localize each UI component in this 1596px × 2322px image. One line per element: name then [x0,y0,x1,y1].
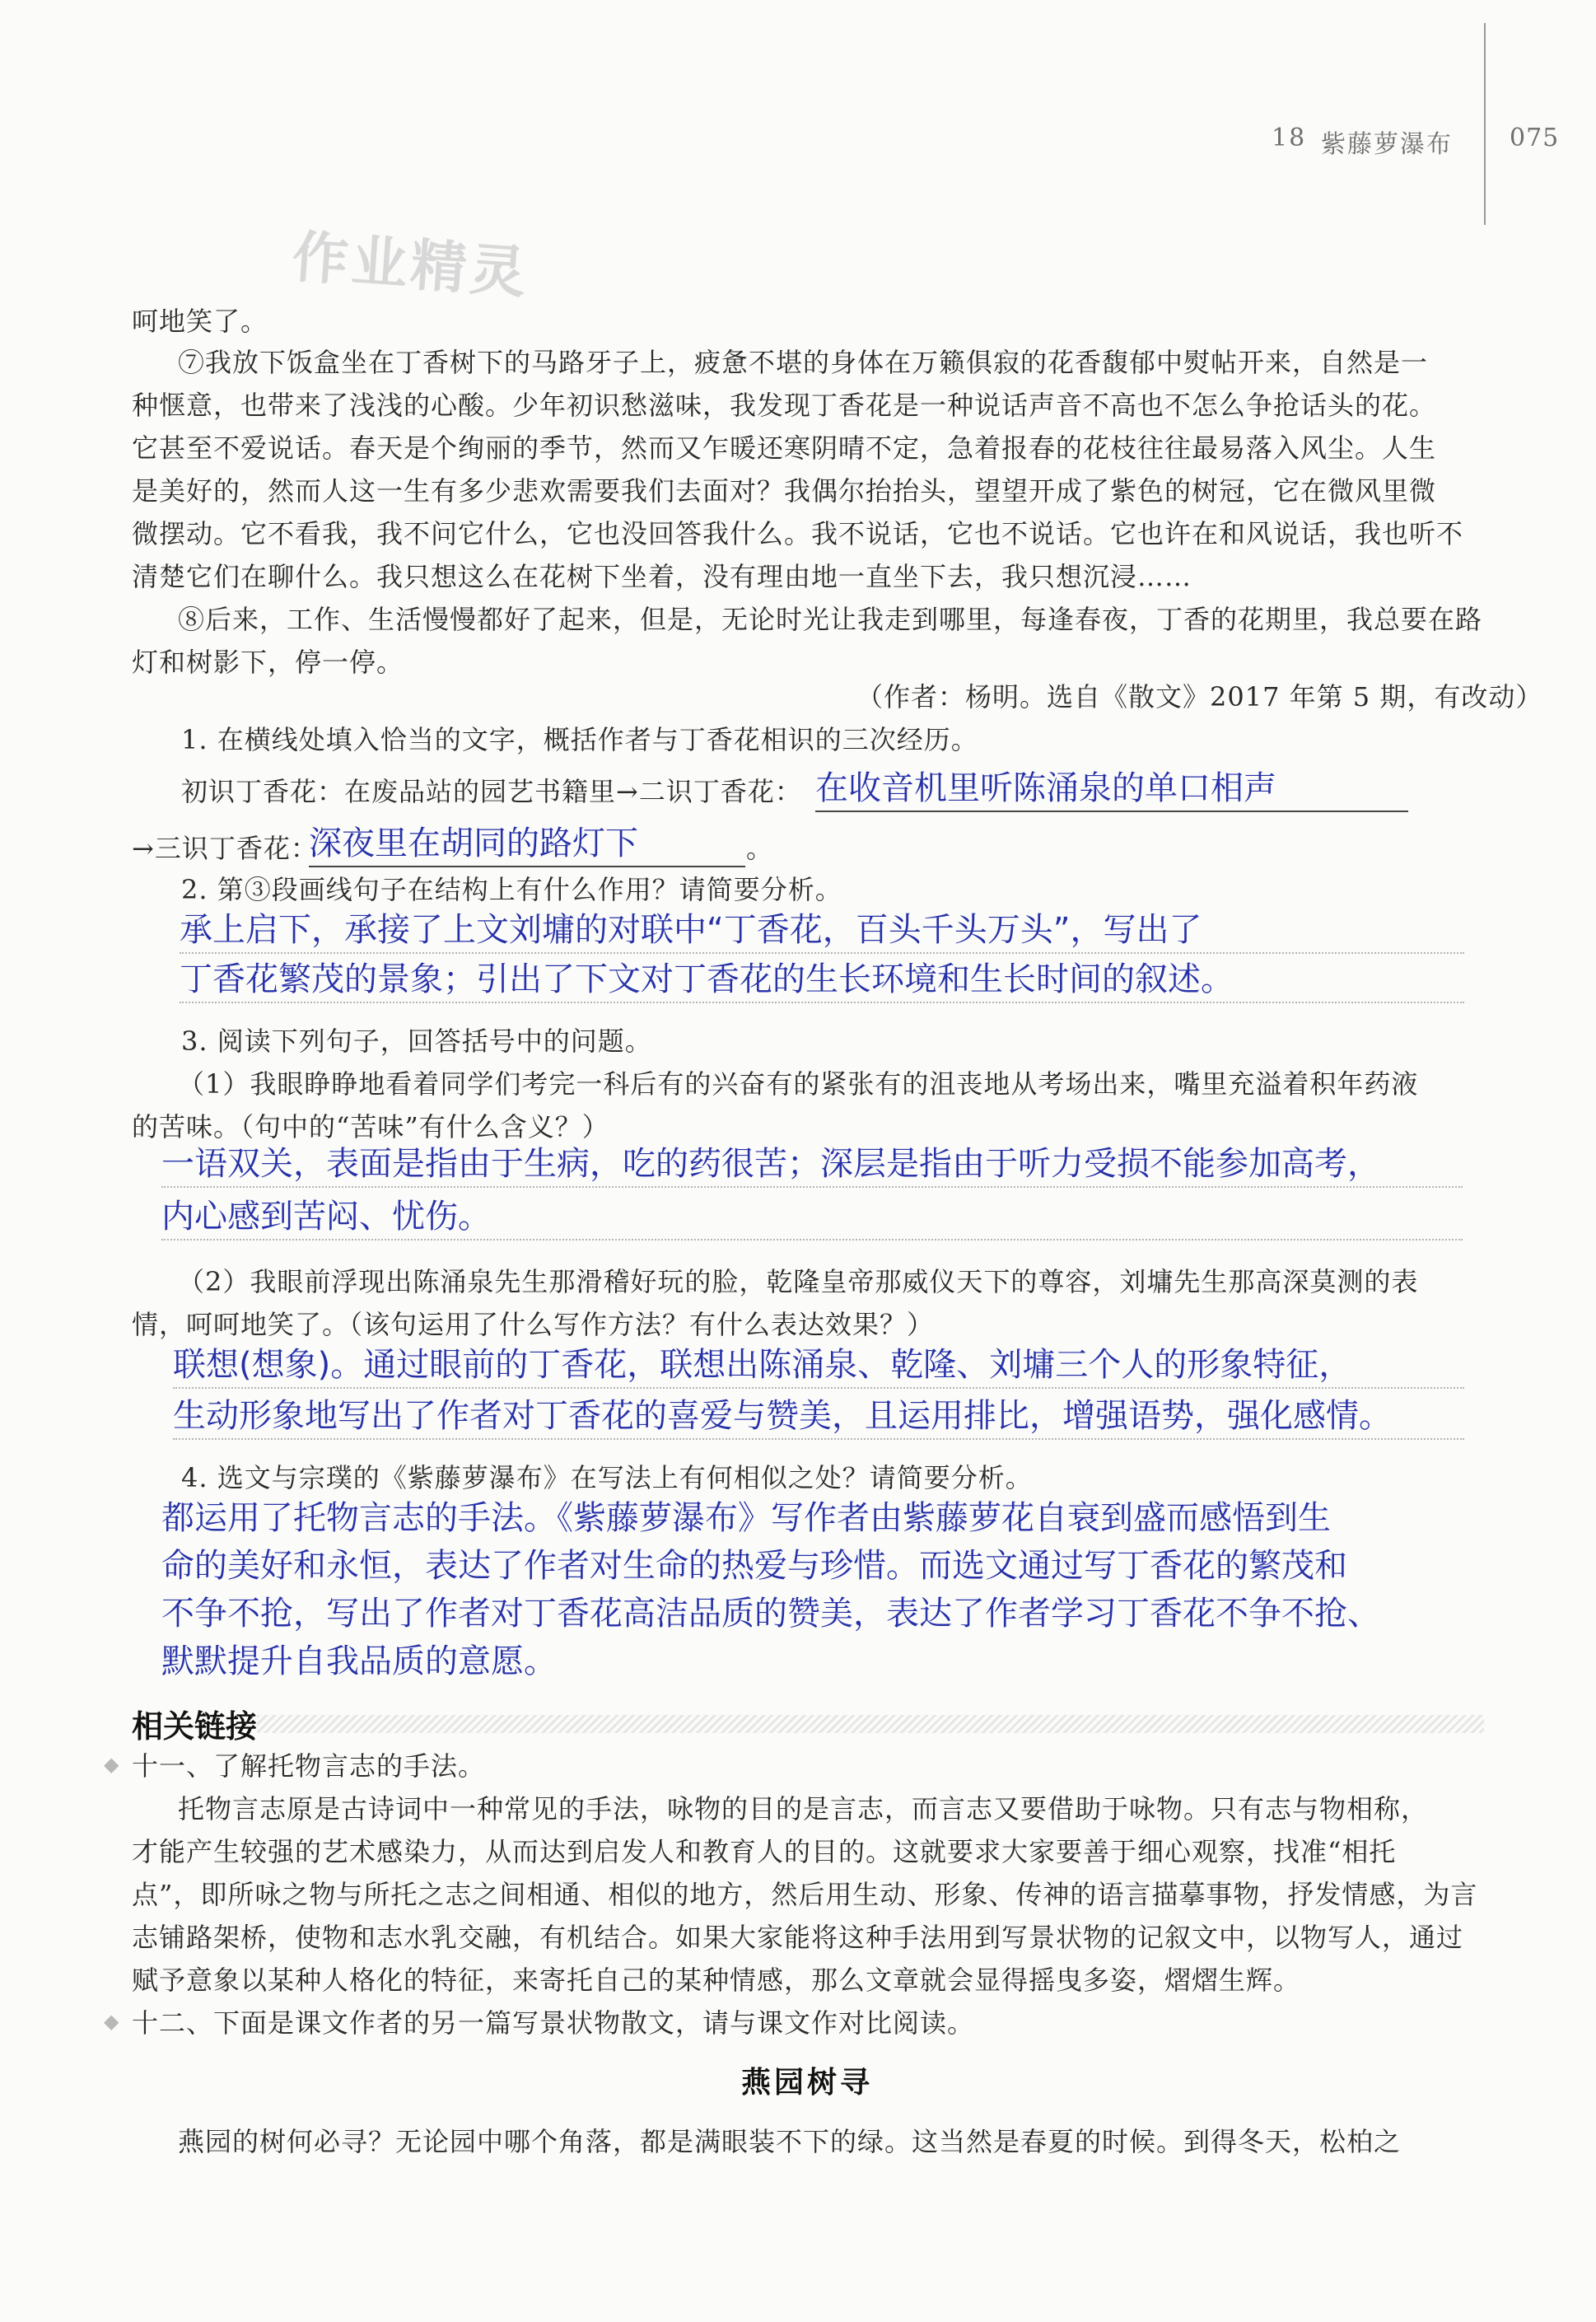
header-divider [1484,23,1486,225]
link-item-11-text: 赋予意象以某种人格化的特征，来寄托自己的某种情感，那么文章就会显得摇曳多姿，熠熠生辉。 [132,1965,1301,1996]
question-3-answer-1: 内心感到苦闷、忧伤。 [161,1194,1463,1240]
question-1-end: 。 [746,833,774,864]
passage-line: 清楚它们在聊什么。我只想这么在花树下坐着，没有理由地一直坐下去，我只想沉浸…… [132,561,1192,592]
diamond-icon: ◆ [104,2010,119,2033]
question-3-sub1: 的苦味。（句中的“苦味”有什么含义？） [132,1111,609,1142]
question-1-answer-a: 在收音机里听陈涌泉的单口相声 [815,766,1408,812]
passage-line: 它甚至不爱说话。春天是个绚丽的季节，然而又乍暖还寒阴晴不定，急着报春的花枝往往最易落入风尘。人生 [132,432,1437,464]
section-divider [257,1715,1484,1733]
question-2-answer: 丁香花繁茂的景象；引出了下文对丁香花的生长环境和生长时间的叙述。 [180,957,1464,1003]
passage-line: 呵地笑了。 [132,306,268,337]
question-3-sub2: 情，呵呵地笑了。（该句运用了什么写作方法？有什么表达效果？） [132,1309,935,1340]
question-4-answer: 命的美好和永恒，表达了作者对生命的热爱与珍惜。而选文通过写丁香花的繁茂和 [161,1547,1347,1585]
passage-line: 种惬意，也带来了浅浅的心酸。少年初识愁滋味，我发现丁香花是一种说话声音不高也不怎么争抢话头的花。 [132,390,1437,421]
question-4-answer: 都运用了托物言志的手法。《紫藤萝瀑布》写作者由紫藤萝花自衰到盛而感悟到生 [161,1499,1331,1537]
chapter-number: 18 [1272,124,1307,152]
passage-line: 微摆动。它不看我，我不问它什么，它也没回答我什么。我不说话，它也不说话。它也许在和风说话，我也听不 [132,518,1464,549]
passage-line: 灯和树影下，停一停。 [132,647,404,678]
question-3-answer-1: 一语双关，表面是指由于生病，吃的药很苦；深层是指由于听力受损不能参加高考， [161,1142,1463,1188]
chapter-title: 紫藤萝瀑布 [1321,130,1453,159]
diamond-icon: ◆ [104,1753,119,1776]
essay-line: 燕园的树何必寻？无论园中哪个角落，都是满眼装不下的绿。这当然是春夏的时候。到得冬天，松柏之 [178,2126,1402,2157]
section-title: 相关链接 [132,1708,258,1745]
question-2-prompt: 2. 第③段画线句子在结构上有什么作用？请简要分析。 [181,874,842,905]
passage-source: （作者：杨明。选自《散文》2017 年第 5 期，有改动） [856,681,1543,712]
essay-title: 燕园树寻 [741,2066,874,2100]
watermark: 作业精灵 [290,225,532,306]
question-3-prompt: 3. 阅读下列句子，回答括号中的问题。 [181,1026,652,1057]
question-1-line-a: 初识丁香花：在废品站的园艺书籍里→二识丁香花： [181,776,802,807]
question-3-answer-2: 生动形象地写出了作者对丁香花的喜爱与赞美，且运用排比，增强语势，强化感情。 [173,1394,1464,1440]
question-1-answer-b: 深夜里在胡同的路灯下 [309,821,745,867]
link-item-11-text: 才能产生较强的艺术感染力，从而达到启发人和教育人的目的。这就要求大家要善于细心观察，找准“相托 [132,1836,1397,1867]
link-item-11-text: 托物言志原是古诗词中一种常见的手法，咏物的目的是言志，而言志又要借助于咏物。只有志与物相称， [178,1793,1429,1824]
passage-line: 是美好的，然而人这一生有多少悲欢需要我们去面对？我偶尔抬抬头，望望开成了紫色的树冠，它在微风里微 [132,475,1437,507]
passage-line: ⑧后来，工作、生活慢慢都好了起来，但是，无论时光让我走到哪里，每逢春夜，丁香的花期里，我总要在路 [178,604,1483,635]
page-number: 075 [1510,124,1560,152]
passage-line: ⑦我放下饭盒坐在丁香树下的马路牙子上，疲惫不堪的身体在万籁俱寂的花香馥郁中熨帖开来，自然是一 [178,347,1429,378]
link-item-12: 十二、下面是课文作者的另一篇写景状物散文，请与课文作对比阅读。 [132,2007,975,2039]
question-4-prompt: 4. 选文与宗璞的《紫藤萝瀑布》在写法上有何相似之处？请简要分析。 [181,1462,1033,1493]
question-3-sub1: （1）我眼睁睁地看着同学们考完一科后有的兴奋有的紧张有的沮丧地从考场出来，嘴里充溢着积年药液 [178,1068,1419,1100]
question-4-answer: 不争不抢，写出了作者对丁香花高洁品质的赞美，表达了作者学习丁香花不争不抢、 [161,1595,1380,1633]
question-4-answer: 默默提升自我品质的意愿。 [161,1642,557,1680]
link-item-11: 十一、了解托物言志的手法。 [132,1750,486,1782]
link-item-11-text: 志铺路架桥，使物和志水乳交融，有机结合。如果大家能将这种手法用到写景状物的记叙文中，以物写人，通过 [132,1922,1464,1953]
link-item-11-text: 点”，即所咏之物与所托之志之间相通、相似的地方，然后用生动、形象、传神的语言描摹事物，抒发情感，为言 [132,1879,1478,1910]
question-1-line-b: →三识丁香花： [132,833,318,864]
question-3-answer-2: 联想(想象)。通过眼前的丁香花，联想出陈涌泉、乾隆、刘墉三个人的形象特征， [173,1343,1464,1389]
question-2-answer: 承上启下，承接了上文刘墉的对联中“丁香花，百头千头万头”，写出了 [180,908,1464,954]
question-3-sub2: （2）我眼前浮现出陈涌泉先生那滑稽好玩的脸，乾隆皇帝那威仪天下的尊容，刘墉先生那高深莫测的表 [178,1266,1419,1297]
question-1-prompt: 1. 在横线处填入恰当的文字，概括作者与丁香花相识的三次经历。 [181,724,978,755]
